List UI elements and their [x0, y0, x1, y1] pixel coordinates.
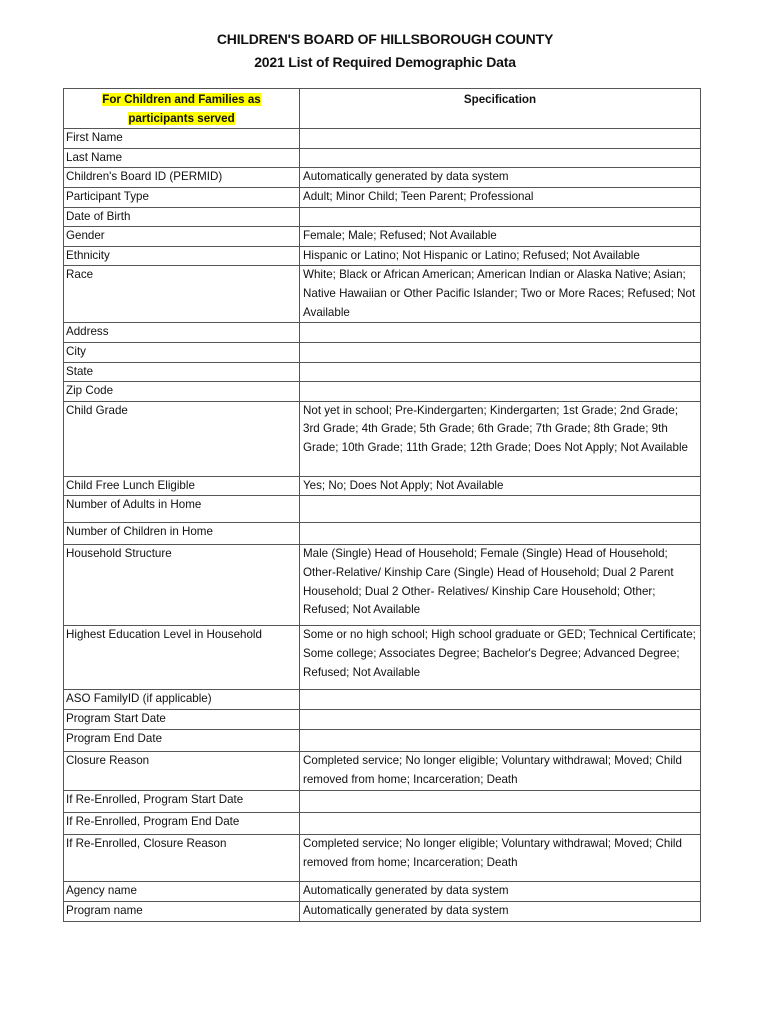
table-row [64, 730, 701, 752]
field-name-cell: Highest Education Level in Household [64, 626, 300, 690]
table-row [64, 362, 701, 382]
table-row [64, 148, 701, 168]
column-header-specification: Specification [300, 89, 701, 129]
field-name-cell: Address [64, 323, 300, 343]
table-row [64, 342, 701, 362]
table-row [64, 129, 701, 149]
specification-cell [300, 342, 701, 362]
field-name-cell: Number of Children in Home [64, 523, 300, 545]
specification-cell: Adult; Minor Child; Teen Parent; Professional [300, 187, 701, 207]
table-row [64, 901, 701, 921]
table-row [64, 401, 701, 476]
field-name-cell: Last Name [64, 148, 300, 168]
specification-cell [300, 813, 701, 835]
header-highlight-line1: For Children and Families as [102, 93, 261, 106]
field-name-cell: Gender [64, 227, 300, 247]
specification-cell: Completed service; No longer eligible; Voluntary withdrawal; Moved; Child removed from home; Incarceration; Death [300, 835, 701, 882]
table-row [64, 626, 701, 690]
field-name-cell: Program name [64, 901, 300, 921]
table-row [64, 207, 701, 227]
field-name-cell: Agency name [64, 882, 300, 902]
table-row [64, 266, 701, 323]
field-name-cell: Children's Board ID (PERMID) [64, 168, 300, 188]
field-name-cell: Race [64, 266, 300, 323]
header-highlight-line2: participants served [128, 111, 235, 125]
specification-cell: Completed service; No longer eligible; Voluntary withdrawal; Moved; Child removed from home; Incarceration; Death [300, 752, 701, 791]
specification-cell [300, 730, 701, 752]
specification-cell: White; Black or African American; American Indian or Alaska Native; Asian; Native Hawaiian or Other Pacific Islander; Two or More Races; Refused; Not Available [300, 266, 701, 323]
field-name-cell: Ethnicity [64, 246, 300, 266]
field-name-cell: Program End Date [64, 730, 300, 752]
table-header-row [64, 89, 701, 129]
field-name-cell: State [64, 362, 300, 382]
field-name-cell: Program Start Date [64, 710, 300, 730]
specification-cell [300, 791, 701, 813]
field-name-cell: If Re-Enrolled, Program End Date [64, 813, 300, 835]
demographic-data-table [63, 88, 701, 922]
table-row [64, 835, 701, 882]
specification-cell: Male (Single) Head of Household; Female (Single) Head of Household; Other-Relative/ Kinship Care (Single) Head of Household; Dual 2 Parent Household; Dual 2 Other- Relatives/ Kinship Care Household; Other; Refused; Not Available [300, 545, 701, 626]
specification-cell: Not yet in school; Pre-Kindergarten; Kindergarten; 1st Grade; 2nd Grade; 3rd Grade; 4th Grade; 5th Grade; 6th Grade; 7th Grade; 8th Grade; 9th Grade; 10th Grade; 11th Grade; 12th Grade; Does Not Apply; Not Available [300, 401, 701, 476]
specification-cell [300, 207, 701, 227]
specification-cell: Some or no high school; High school graduate or GED; Technical Certificate; Some college; Associates Degree; Bachelor's Degree; Advanced Degree; Refused; Not Available [300, 626, 701, 690]
specification-cell: Automatically generated by data system [300, 901, 701, 921]
specification-cell [300, 710, 701, 730]
specification-cell [300, 523, 701, 545]
specification-cell: Automatically generated by data system [300, 168, 701, 188]
table-row [64, 523, 701, 545]
table-row [64, 545, 701, 626]
specification-cell: Yes; No; Does Not Apply; Not Available [300, 476, 701, 496]
specification-cell [300, 496, 701, 523]
specification-cell [300, 690, 701, 710]
table-row [64, 813, 701, 835]
specification-cell: Hispanic or Latino; Not Hispanic or Latino; Refused; Not Available [300, 246, 701, 266]
table-row [64, 882, 701, 902]
field-name-cell: Date of Birth [64, 207, 300, 227]
table-row [64, 246, 701, 266]
specification-cell [300, 148, 701, 168]
table-row [64, 476, 701, 496]
table-row [64, 752, 701, 791]
field-name-cell: Household Structure [64, 545, 300, 626]
table-row [64, 382, 701, 402]
field-name-cell: Zip Code [64, 382, 300, 402]
specification-cell [300, 129, 701, 149]
specification-cell [300, 382, 701, 402]
table-row [64, 791, 701, 813]
table-row [64, 168, 701, 188]
table-row [64, 323, 701, 343]
field-name-cell: Number of Adults in Home [64, 496, 300, 523]
specification-cell [300, 323, 701, 343]
specification-cell: Automatically generated by data system [300, 882, 701, 902]
field-name-cell: City [64, 342, 300, 362]
specification-cell [300, 362, 701, 382]
table-row [64, 496, 701, 523]
field-name-cell: Participant Type [64, 187, 300, 207]
field-name-cell: ASO FamilyID (if applicable) [64, 690, 300, 710]
table-row [64, 187, 701, 207]
table-row [64, 710, 701, 730]
document-subtitle: 2021 List of Required Demographic Data [254, 54, 516, 70]
field-name-cell: Closure Reason [64, 752, 300, 791]
document-title: CHILDREN'S BOARD OF HILLSBOROUGH COUNTY [216, 31, 554, 47]
specification-cell: Female; Male; Refused; Not Available [300, 227, 701, 247]
field-name-cell: First Name [64, 129, 300, 149]
field-name-cell: Child Grade [64, 401, 300, 476]
field-name-cell: Child Free Lunch Eligible [64, 476, 300, 496]
column-header-participants [64, 89, 300, 129]
field-name-cell: If Re-Enrolled, Closure Reason [64, 835, 300, 882]
table-row [64, 690, 701, 710]
field-name-cell: If Re-Enrolled, Program Start Date [64, 791, 300, 813]
table-row [64, 227, 701, 247]
